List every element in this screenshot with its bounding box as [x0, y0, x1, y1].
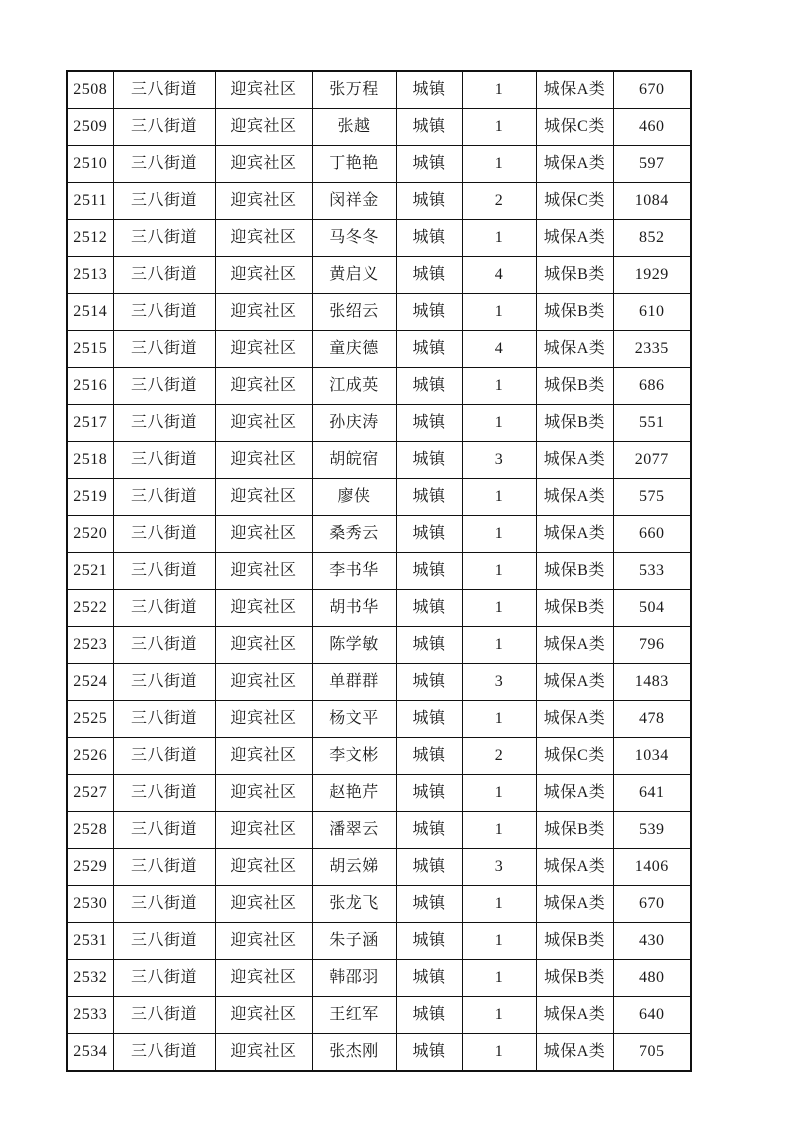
cell-insurance-category: 城保B类	[536, 812, 613, 849]
cell-insurance-category: 城保A类	[536, 146, 613, 183]
table-row	[67, 71, 691, 109]
cell-residence-type: 城镇	[396, 701, 462, 738]
table-row	[67, 109, 691, 146]
cell-row-number: 2520	[67, 516, 113, 553]
cell-community: 迎宾社区	[215, 960, 312, 997]
cell-row-number: 2528	[67, 812, 113, 849]
cell-row-number: 2517	[67, 405, 113, 442]
cell-residence-type: 城镇	[396, 109, 462, 146]
cell-person-count: 3	[462, 664, 536, 701]
cell-residence-type: 城镇	[396, 331, 462, 368]
cell-street: 三八街道	[113, 479, 215, 516]
table-row	[67, 294, 691, 331]
cell-residence-type: 城镇	[396, 923, 462, 960]
cell-insurance-category: 城保C类	[536, 109, 613, 146]
cell-amount: 641	[613, 775, 691, 812]
table-row	[67, 849, 691, 886]
cell-community: 迎宾社区	[215, 923, 312, 960]
table-row	[67, 516, 691, 553]
cell-community: 迎宾社区	[215, 331, 312, 368]
cell-street: 三八街道	[113, 183, 215, 220]
cell-residence-type: 城镇	[396, 220, 462, 257]
cell-name: 胡云娣	[312, 849, 396, 886]
cell-residence-type: 城镇	[396, 71, 462, 109]
cell-name: 朱子涵	[312, 923, 396, 960]
cell-name: 王红军	[312, 997, 396, 1034]
cell-amount: 610	[613, 294, 691, 331]
cell-community: 迎宾社区	[215, 442, 312, 479]
cell-amount: 1034	[613, 738, 691, 775]
cell-row-number: 2509	[67, 109, 113, 146]
table-row	[67, 738, 691, 775]
cell-row-number: 2529	[67, 849, 113, 886]
cell-insurance-category: 城保B类	[536, 294, 613, 331]
cell-name: 张万程	[312, 71, 396, 109]
cell-row-number: 2519	[67, 479, 113, 516]
cell-residence-type: 城镇	[396, 627, 462, 664]
cell-community: 迎宾社区	[215, 812, 312, 849]
cell-community: 迎宾社区	[215, 1034, 312, 1072]
cell-person-count: 1	[462, 220, 536, 257]
cell-name: 张越	[312, 109, 396, 146]
cell-street: 三八街道	[113, 257, 215, 294]
table-row	[67, 331, 691, 368]
cell-row-number: 2522	[67, 590, 113, 627]
cell-row-number: 2530	[67, 886, 113, 923]
cell-street: 三八街道	[113, 553, 215, 590]
table-row	[67, 257, 691, 294]
cell-amount: 1084	[613, 183, 691, 220]
cell-name: 张杰刚	[312, 1034, 396, 1072]
cell-street: 三八街道	[113, 294, 215, 331]
cell-person-count: 1	[462, 775, 536, 812]
cell-community: 迎宾社区	[215, 220, 312, 257]
cell-street: 三八街道	[113, 220, 215, 257]
cell-person-count: 3	[462, 442, 536, 479]
cell-street: 三八街道	[113, 627, 215, 664]
cell-residence-type: 城镇	[396, 368, 462, 405]
cell-community: 迎宾社区	[215, 775, 312, 812]
cell-community: 迎宾社区	[215, 405, 312, 442]
cell-amount: 551	[613, 405, 691, 442]
cell-name: 赵艳芹	[312, 775, 396, 812]
cell-row-number: 2521	[67, 553, 113, 590]
cell-residence-type: 城镇	[396, 886, 462, 923]
cell-street: 三八街道	[113, 590, 215, 627]
cell-amount: 670	[613, 71, 691, 109]
table-row	[67, 590, 691, 627]
cell-name: 张绍云	[312, 294, 396, 331]
cell-street: 三八街道	[113, 775, 215, 812]
table-row	[67, 405, 691, 442]
cell-person-count: 4	[462, 331, 536, 368]
cell-row-number: 2510	[67, 146, 113, 183]
cell-community: 迎宾社区	[215, 590, 312, 627]
cell-residence-type: 城镇	[396, 183, 462, 220]
cell-community: 迎宾社区	[215, 257, 312, 294]
table-row	[67, 775, 691, 812]
cell-amount: 640	[613, 997, 691, 1034]
cell-street: 三八街道	[113, 109, 215, 146]
cell-street: 三八街道	[113, 701, 215, 738]
cell-street: 三八街道	[113, 886, 215, 923]
cell-residence-type: 城镇	[396, 294, 462, 331]
cell-community: 迎宾社区	[215, 886, 312, 923]
cell-name: 韩邵羽	[312, 960, 396, 997]
cell-person-count: 1	[462, 405, 536, 442]
cell-row-number: 2511	[67, 183, 113, 220]
cell-insurance-category: 城保B类	[536, 923, 613, 960]
cell-street: 三八街道	[113, 442, 215, 479]
cell-amount: 597	[613, 146, 691, 183]
table-row	[67, 886, 691, 923]
cell-community: 迎宾社区	[215, 627, 312, 664]
cell-person-count: 1	[462, 1034, 536, 1072]
cell-insurance-category: 城保B类	[536, 553, 613, 590]
table-row	[67, 997, 691, 1034]
cell-residence-type: 城镇	[396, 405, 462, 442]
cell-amount: 480	[613, 960, 691, 997]
cell-street: 三八街道	[113, 738, 215, 775]
cell-insurance-category: 城保A类	[536, 627, 613, 664]
table-row	[67, 479, 691, 516]
cell-amount: 1929	[613, 257, 691, 294]
cell-street: 三八街道	[113, 849, 215, 886]
cell-row-number: 2526	[67, 738, 113, 775]
cell-name: 杨文平	[312, 701, 396, 738]
cell-community: 迎宾社区	[215, 479, 312, 516]
cell-street: 三八街道	[113, 960, 215, 997]
table-row	[67, 1034, 691, 1072]
cell-name: 廖侠	[312, 479, 396, 516]
cell-amount: 670	[613, 886, 691, 923]
cell-name: 孙庆涛	[312, 405, 396, 442]
cell-street: 三八街道	[113, 331, 215, 368]
cell-community: 迎宾社区	[215, 849, 312, 886]
cell-person-count: 3	[462, 849, 536, 886]
cell-person-count: 1	[462, 294, 536, 331]
table-row	[67, 368, 691, 405]
cell-person-count: 1	[462, 590, 536, 627]
table-row	[67, 960, 691, 997]
cell-name: 胡皖宿	[312, 442, 396, 479]
cell-amount: 1406	[613, 849, 691, 886]
cell-amount: 430	[613, 923, 691, 960]
cell-residence-type: 城镇	[396, 442, 462, 479]
cell-amount: 796	[613, 627, 691, 664]
table-row	[67, 220, 691, 257]
cell-insurance-category: 城保C类	[536, 738, 613, 775]
cell-insurance-category: 城保A类	[536, 71, 613, 109]
table-row	[67, 701, 691, 738]
cell-insurance-category: 城保C类	[536, 183, 613, 220]
cell-residence-type: 城镇	[396, 1034, 462, 1072]
cell-residence-type: 城镇	[396, 738, 462, 775]
table-row	[67, 812, 691, 849]
cell-residence-type: 城镇	[396, 997, 462, 1034]
cell-insurance-category: 城保A类	[536, 331, 613, 368]
cell-residence-type: 城镇	[396, 775, 462, 812]
cell-residence-type: 城镇	[396, 812, 462, 849]
cell-amount: 2335	[613, 331, 691, 368]
cell-residence-type: 城镇	[396, 516, 462, 553]
cell-community: 迎宾社区	[215, 183, 312, 220]
cell-community: 迎宾社区	[215, 146, 312, 183]
cell-name: 胡书华	[312, 590, 396, 627]
cell-street: 三八街道	[113, 664, 215, 701]
cell-street: 三八街道	[113, 997, 215, 1034]
cell-residence-type: 城镇	[396, 849, 462, 886]
cell-amount: 2077	[613, 442, 691, 479]
cell-row-number: 2515	[67, 331, 113, 368]
cell-row-number: 2512	[67, 220, 113, 257]
benefit-roster-table	[66, 70, 692, 1072]
cell-row-number: 2533	[67, 997, 113, 1034]
cell-street: 三八街道	[113, 405, 215, 442]
cell-insurance-category: 城保B类	[536, 960, 613, 997]
cell-street: 三八街道	[113, 1034, 215, 1072]
cell-amount: 478	[613, 701, 691, 738]
cell-amount: 660	[613, 516, 691, 553]
cell-residence-type: 城镇	[396, 590, 462, 627]
cell-insurance-category: 城保A类	[536, 775, 613, 812]
cell-insurance-category: 城保A类	[536, 886, 613, 923]
cell-name: 陈学敏	[312, 627, 396, 664]
cell-person-count: 1	[462, 368, 536, 405]
cell-row-number: 2534	[67, 1034, 113, 1072]
cell-row-number: 2508	[67, 71, 113, 109]
cell-amount: 460	[613, 109, 691, 146]
cell-community: 迎宾社区	[215, 553, 312, 590]
table-row	[67, 664, 691, 701]
cell-person-count: 1	[462, 479, 536, 516]
cell-row-number: 2514	[67, 294, 113, 331]
cell-insurance-category: 城保B类	[536, 257, 613, 294]
cell-residence-type: 城镇	[396, 479, 462, 516]
cell-insurance-category: 城保A类	[536, 997, 613, 1034]
cell-street: 三八街道	[113, 516, 215, 553]
cell-name: 张龙飞	[312, 886, 396, 923]
cell-name: 潘翠云	[312, 812, 396, 849]
cell-person-count: 1	[462, 701, 536, 738]
cell-residence-type: 城镇	[396, 146, 462, 183]
cell-residence-type: 城镇	[396, 664, 462, 701]
cell-name: 黄启义	[312, 257, 396, 294]
cell-insurance-category: 城保A类	[536, 479, 613, 516]
cell-community: 迎宾社区	[215, 71, 312, 109]
cell-amount: 852	[613, 220, 691, 257]
cell-row-number: 2525	[67, 701, 113, 738]
cell-community: 迎宾社区	[215, 368, 312, 405]
cell-row-number: 2532	[67, 960, 113, 997]
cell-name: 单群群	[312, 664, 396, 701]
cell-street: 三八街道	[113, 146, 215, 183]
cell-community: 迎宾社区	[215, 294, 312, 331]
cell-person-count: 1	[462, 886, 536, 923]
cell-person-count: 2	[462, 183, 536, 220]
cell-amount: 539	[613, 812, 691, 849]
cell-row-number: 2527	[67, 775, 113, 812]
cell-person-count: 1	[462, 812, 536, 849]
cell-residence-type: 城镇	[396, 553, 462, 590]
cell-street: 三八街道	[113, 923, 215, 960]
cell-insurance-category: 城保A类	[536, 1034, 613, 1072]
cell-amount: 575	[613, 479, 691, 516]
cell-community: 迎宾社区	[215, 997, 312, 1034]
cell-name: 闵祥金	[312, 183, 396, 220]
table-row	[67, 183, 691, 220]
cell-insurance-category: 城保B类	[536, 368, 613, 405]
cell-person-count: 1	[462, 627, 536, 664]
cell-community: 迎宾社区	[215, 664, 312, 701]
cell-name: 李书华	[312, 553, 396, 590]
cell-community: 迎宾社区	[215, 701, 312, 738]
cell-insurance-category: 城保B类	[536, 405, 613, 442]
cell-person-count: 1	[462, 516, 536, 553]
cell-person-count: 1	[462, 146, 536, 183]
cell-name: 李文彬	[312, 738, 396, 775]
cell-row-number: 2523	[67, 627, 113, 664]
table-body	[67, 71, 691, 1071]
cell-street: 三八街道	[113, 812, 215, 849]
cell-person-count: 1	[462, 923, 536, 960]
cell-person-count: 1	[462, 553, 536, 590]
cell-amount: 504	[613, 590, 691, 627]
cell-person-count: 4	[462, 257, 536, 294]
cell-row-number: 2518	[67, 442, 113, 479]
cell-insurance-category: 城保A类	[536, 849, 613, 886]
cell-insurance-category: 城保B类	[536, 590, 613, 627]
cell-row-number: 2516	[67, 368, 113, 405]
cell-residence-type: 城镇	[396, 257, 462, 294]
cell-person-count: 1	[462, 997, 536, 1034]
cell-insurance-category: 城保A类	[536, 664, 613, 701]
cell-insurance-category: 城保A类	[536, 701, 613, 738]
cell-person-count: 1	[462, 960, 536, 997]
cell-insurance-category: 城保A类	[536, 220, 613, 257]
cell-person-count: 2	[462, 738, 536, 775]
table-row	[67, 923, 691, 960]
cell-amount: 1483	[613, 664, 691, 701]
cell-community: 迎宾社区	[215, 109, 312, 146]
table-row	[67, 627, 691, 664]
table-row	[67, 553, 691, 590]
cell-amount: 705	[613, 1034, 691, 1072]
table-row	[67, 442, 691, 479]
cell-amount: 686	[613, 368, 691, 405]
cell-person-count: 1	[462, 71, 536, 109]
cell-residence-type: 城镇	[396, 960, 462, 997]
cell-street: 三八街道	[113, 71, 215, 109]
cell-community: 迎宾社区	[215, 516, 312, 553]
cell-community: 迎宾社区	[215, 738, 312, 775]
cell-name: 童庆德	[312, 331, 396, 368]
cell-name: 马冬冬	[312, 220, 396, 257]
cell-amount: 533	[613, 553, 691, 590]
table-row	[67, 146, 691, 183]
cell-street: 三八街道	[113, 368, 215, 405]
cell-row-number: 2524	[67, 664, 113, 701]
cell-person-count: 1	[462, 109, 536, 146]
cell-name: 江成英	[312, 368, 396, 405]
cell-name: 桑秀云	[312, 516, 396, 553]
cell-name: 丁艳艳	[312, 146, 396, 183]
cell-insurance-category: 城保A类	[536, 516, 613, 553]
cell-insurance-category: 城保A类	[536, 442, 613, 479]
cell-row-number: 2513	[67, 257, 113, 294]
cell-row-number: 2531	[67, 923, 113, 960]
